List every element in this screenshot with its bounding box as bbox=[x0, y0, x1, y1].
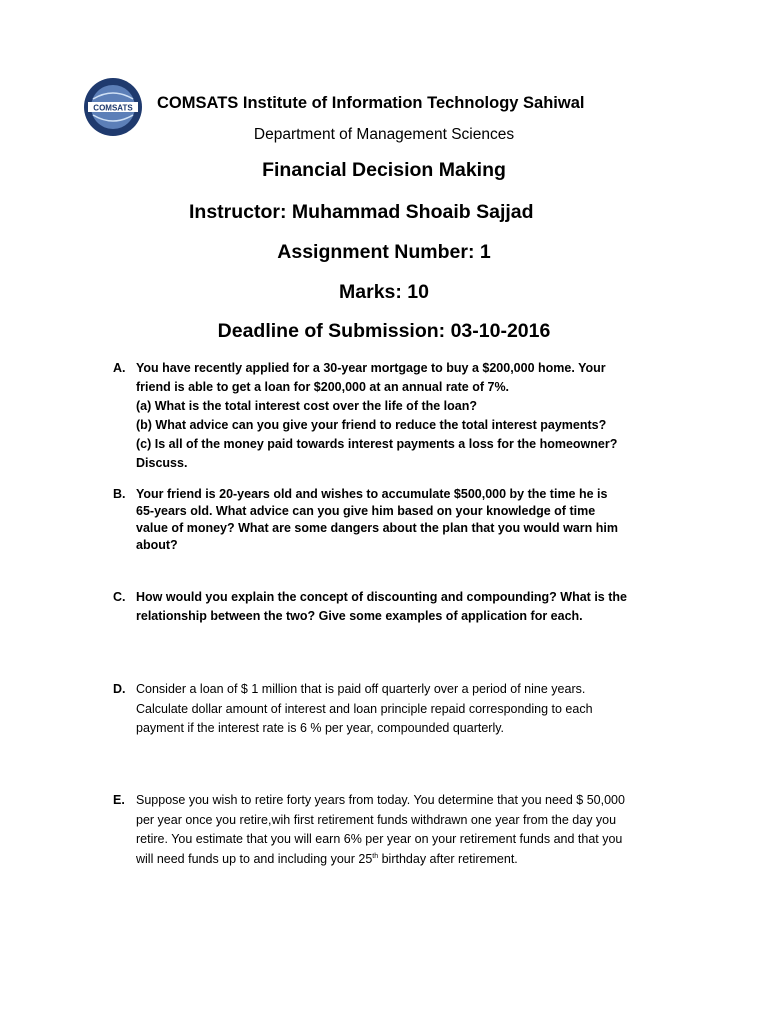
question-line: You have recently applied for a 30-year mortgage to buy a $200,000 home. Your bbox=[136, 361, 606, 375]
instructor-name: Instructor: Muhammad Shoaib Sajjad bbox=[189, 201, 534, 223]
question-line: Your friend is 20-years old and wishes to accumulate $500,000 by the time he is bbox=[136, 487, 608, 501]
question-text bbox=[136, 590, 627, 628]
question-line: Calculate dollar amount of interest and loan principle repaid corresponding to each bbox=[136, 701, 593, 716]
course-title: Financial Decision Making bbox=[262, 159, 506, 181]
question-line: (a) What is the total interest cost over the life of the loan? bbox=[136, 399, 478, 413]
question-line: (b) What advice can you give your friend to reduce the total interest payments? bbox=[136, 418, 607, 432]
question-line: value of money? What are some dangers about the plan that you would warn him bbox=[136, 521, 619, 535]
institute-name: COMSATS Institute of Information Technology Sahiwal bbox=[157, 94, 585, 112]
question-text bbox=[136, 487, 618, 555]
line-text: will need funds up to and including your 25 bbox=[136, 851, 373, 866]
question-line bbox=[136, 852, 625, 872]
assignment-number: Assignment Number: 1 bbox=[277, 241, 491, 263]
question-line: Consider a loan of $ 1 million that is paid off quarterly over a period of nine years. bbox=[136, 682, 586, 696]
question-line: about? bbox=[136, 538, 178, 552]
question-letter: D. bbox=[113, 682, 126, 696]
question-line: How would you explain the concept of discounting and compounding? What is the bbox=[136, 590, 627, 604]
question-line: friend is able to get a loan for $200,000 at an annual rate of 7%. bbox=[136, 380, 510, 394]
question-line: Suppose you wish to retire forty years from today. You determine that you need $ 50,000 bbox=[136, 793, 625, 807]
question-line: per year once you retire,wih first retirement funds withdrawn one year from the day you bbox=[136, 812, 617, 827]
logo-text: COMSATS bbox=[93, 103, 133, 113]
question-text bbox=[136, 361, 617, 475]
question-text bbox=[136, 793, 625, 871]
question-line: 65-years old. What advice can you give him based on your knowledge of time bbox=[136, 504, 596, 518]
question-line: (c) Is all of the money paid towards interest payments a loss for the homeowner? bbox=[136, 437, 618, 451]
question-letter: E. bbox=[113, 793, 125, 807]
question-line: relationship between the two? Give some examples of application for each. bbox=[136, 609, 583, 623]
marks: Marks: 10 bbox=[339, 281, 429, 303]
question-letter: A. bbox=[113, 361, 126, 375]
department-name: Department of Management Sciences bbox=[253, 126, 515, 143]
deadline: Deadline of Submission: 03-10-2016 bbox=[217, 320, 551, 342]
question-letter: B. bbox=[113, 487, 126, 501]
question-line: Discuss. bbox=[136, 456, 188, 470]
question-line: retire. You estimate that you will earn 6% per year on your retirement funds and that you bbox=[136, 832, 623, 846]
question-line: payment if the interest rate is 6 % per year, compounded quarterly. bbox=[136, 721, 505, 735]
question-letter: C. bbox=[113, 590, 126, 604]
ordinal-suffix: th bbox=[372, 852, 379, 860]
line-text: birthday after retirement. bbox=[378, 851, 518, 866]
question-text bbox=[136, 682, 593, 741]
